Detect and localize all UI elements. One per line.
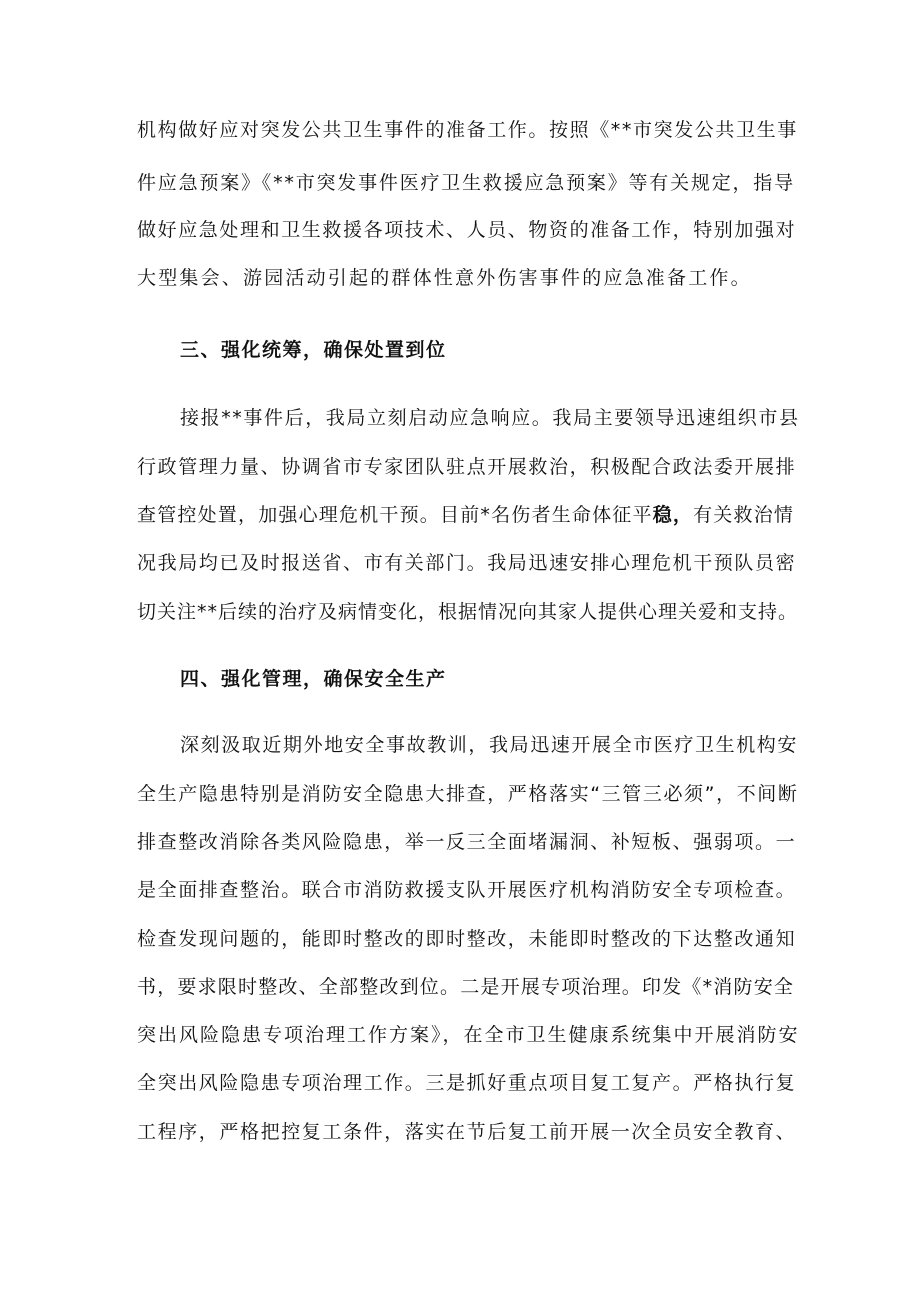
paragraph-line: 况我局均已及时报送省、市有关部门。我局迅速安排心理危机干预队员密 [137,552,797,574]
paragraph-text: 有关救治情 [693,504,795,526]
section-heading-4: 四、强化管理，确保安全生产 [180,668,447,690]
paragraph-line: 行政管理力量、协调省市专家团队驻点开展救治，积极配合政法委开展排 [137,456,797,478]
paragraph-line: 工程序，严格把控复工条件，落实在节后复工前开展一次全员安全教育、 [137,1121,797,1143]
paragraph-line: 件应急预案》《**市突发事件医疗卫生救援应急预案》等有关规定，指导 [137,172,795,194]
paragraph-line: 机构做好应对突发公共卫生事件的准备工作。按照《**市突发公共卫生事 [137,119,798,141]
paragraph-line: 突出风险隐患专项治理工作方案》，在全市卫生健康系统集中开展消防安 [137,1024,800,1046]
paragraph-text: 查管控处置，加强心理危机干预。目前*名伤者生命体征平 [137,504,653,526]
paragraph-line: 深刻汲取近期外地安全事故教训，我局迅速开展全市医疗卫生机构安 [180,734,799,756]
paragraph-line: 是全面排查整治。联合市消防救援支队开展医疗机构消防安全专项检查。 [137,879,797,901]
paragraph-line: 排查整改消除各类风险隐患，举一反三全面堵漏洞、补短板、强弱项。一 [137,831,797,853]
paragraph-line: 检查发现问题的，能即时整改的即时整改，未能即时整改的下达整改通知 [137,928,797,950]
paragraph-line: 做好应急处理和卫生救援各项技术、人员、物资的准备工作，特别加强对 [137,219,797,241]
bold-text: 稳， [652,504,694,526]
paragraph-line: 切关注**后续的治疗及病情变化，根据情况向其家人提供心理关爱和支持。 [137,601,799,623]
paragraph-line: 书，要求限时整改、全部整改到位。二是开展专项治理。印发《*消防安全 [137,976,795,998]
paragraph-line [137,503,794,527]
paragraph-line: 全生产隐患特别是消防安全隐患大排查，严格落实“三管三必须”，不间断 [137,783,799,805]
paragraph-line: 全突出风险隐患专项治理工作。三是抓好重点项目复工复产。严格执行复 [137,1072,797,1094]
section-heading-3: 三、强化统筹，确保处置到位 [180,339,447,361]
paragraph-line: 接报**事件后，我局立刻启动应急响应。我局主要领导迅速组织市县 [180,407,800,429]
paragraph-line: 大型集会、游园活动引起的群体性意外伤害事件的应急准备工作。 [137,267,752,289]
